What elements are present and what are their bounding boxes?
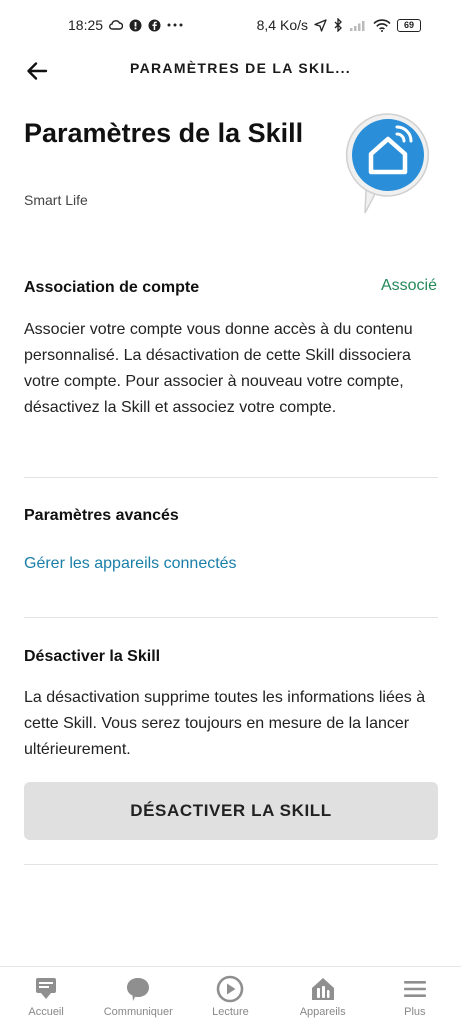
bluetooth-icon [333,18,343,32]
smart-life-logo-icon [345,112,431,216]
nav-label: Appareils [299,1006,346,1018]
advanced-settings-heading: Paramètres avancés [24,507,179,524]
home-icon [32,975,60,1003]
nav-item-communicate[interactable] [92,967,184,1018]
nav-label: Lecture [212,1006,249,1018]
menu-icon [401,975,429,1003]
nav-label: Plus [404,1006,426,1018]
cloud-sync-icon [109,19,123,31]
account-status-badge: Associé [380,277,437,294]
network-speed: 8,4 Ko/s [256,17,308,33]
page-title: Paramètres de la Skill [24,118,304,148]
signal-icon [349,19,367,32]
bottom-navigation [0,966,461,1025]
app-bar-title: PARAMÈTRES DE LA SKIL... [130,60,351,76]
nav-label: Communiquer [103,1006,173,1018]
battery-icon: 69 [397,19,421,32]
status-bar [0,0,461,50]
location-arrow-icon [314,19,327,32]
account-linking-description: Associer votre compte vous donne accès à du contenu personnalisé. La désactivation de cette Skill dissociera votre compte. Pour associer à nouveau votre compte, désactivez la Skill et associez votre compte. [24,321,413,416]
chat-icon [124,975,152,1003]
disable-skill-heading: Désactiver la Skill [24,648,161,665]
manage-connected-devices-link[interactable]: Gérer les appareils connectés [24,555,237,572]
notification-dot-icon [129,19,142,32]
facebook-icon [148,19,161,32]
app-bar [0,50,461,90]
devices-icon [309,975,337,1003]
account-linking-heading: Association de compte [24,279,200,296]
more-notifications-icon [167,22,183,28]
nav-item-home[interactable] [0,967,92,1018]
nav-label: Accueil [28,1006,64,1018]
divider [24,617,438,618]
skill-publisher: Smart Life [24,192,88,208]
disable-skill-description: La désactivation supprime toutes les informations liées à cette Skill. Vous serez toujours en mesure de la lancer ultérieurement. [24,689,426,758]
wifi-icon [373,19,391,32]
divider [24,864,438,865]
nav-item-play[interactable] [184,967,276,1018]
disable-skill-button[interactable]: DÉSACTIVER LA SKILL [24,782,438,840]
play-icon [216,975,244,1003]
status-time: 18:25 [68,17,104,33]
nav-item-devices[interactable] [277,967,369,1018]
status-bar-left [68,17,183,33]
status-bar-right [257,17,421,33]
nav-item-more[interactable] [369,967,461,1018]
divider [24,477,438,478]
